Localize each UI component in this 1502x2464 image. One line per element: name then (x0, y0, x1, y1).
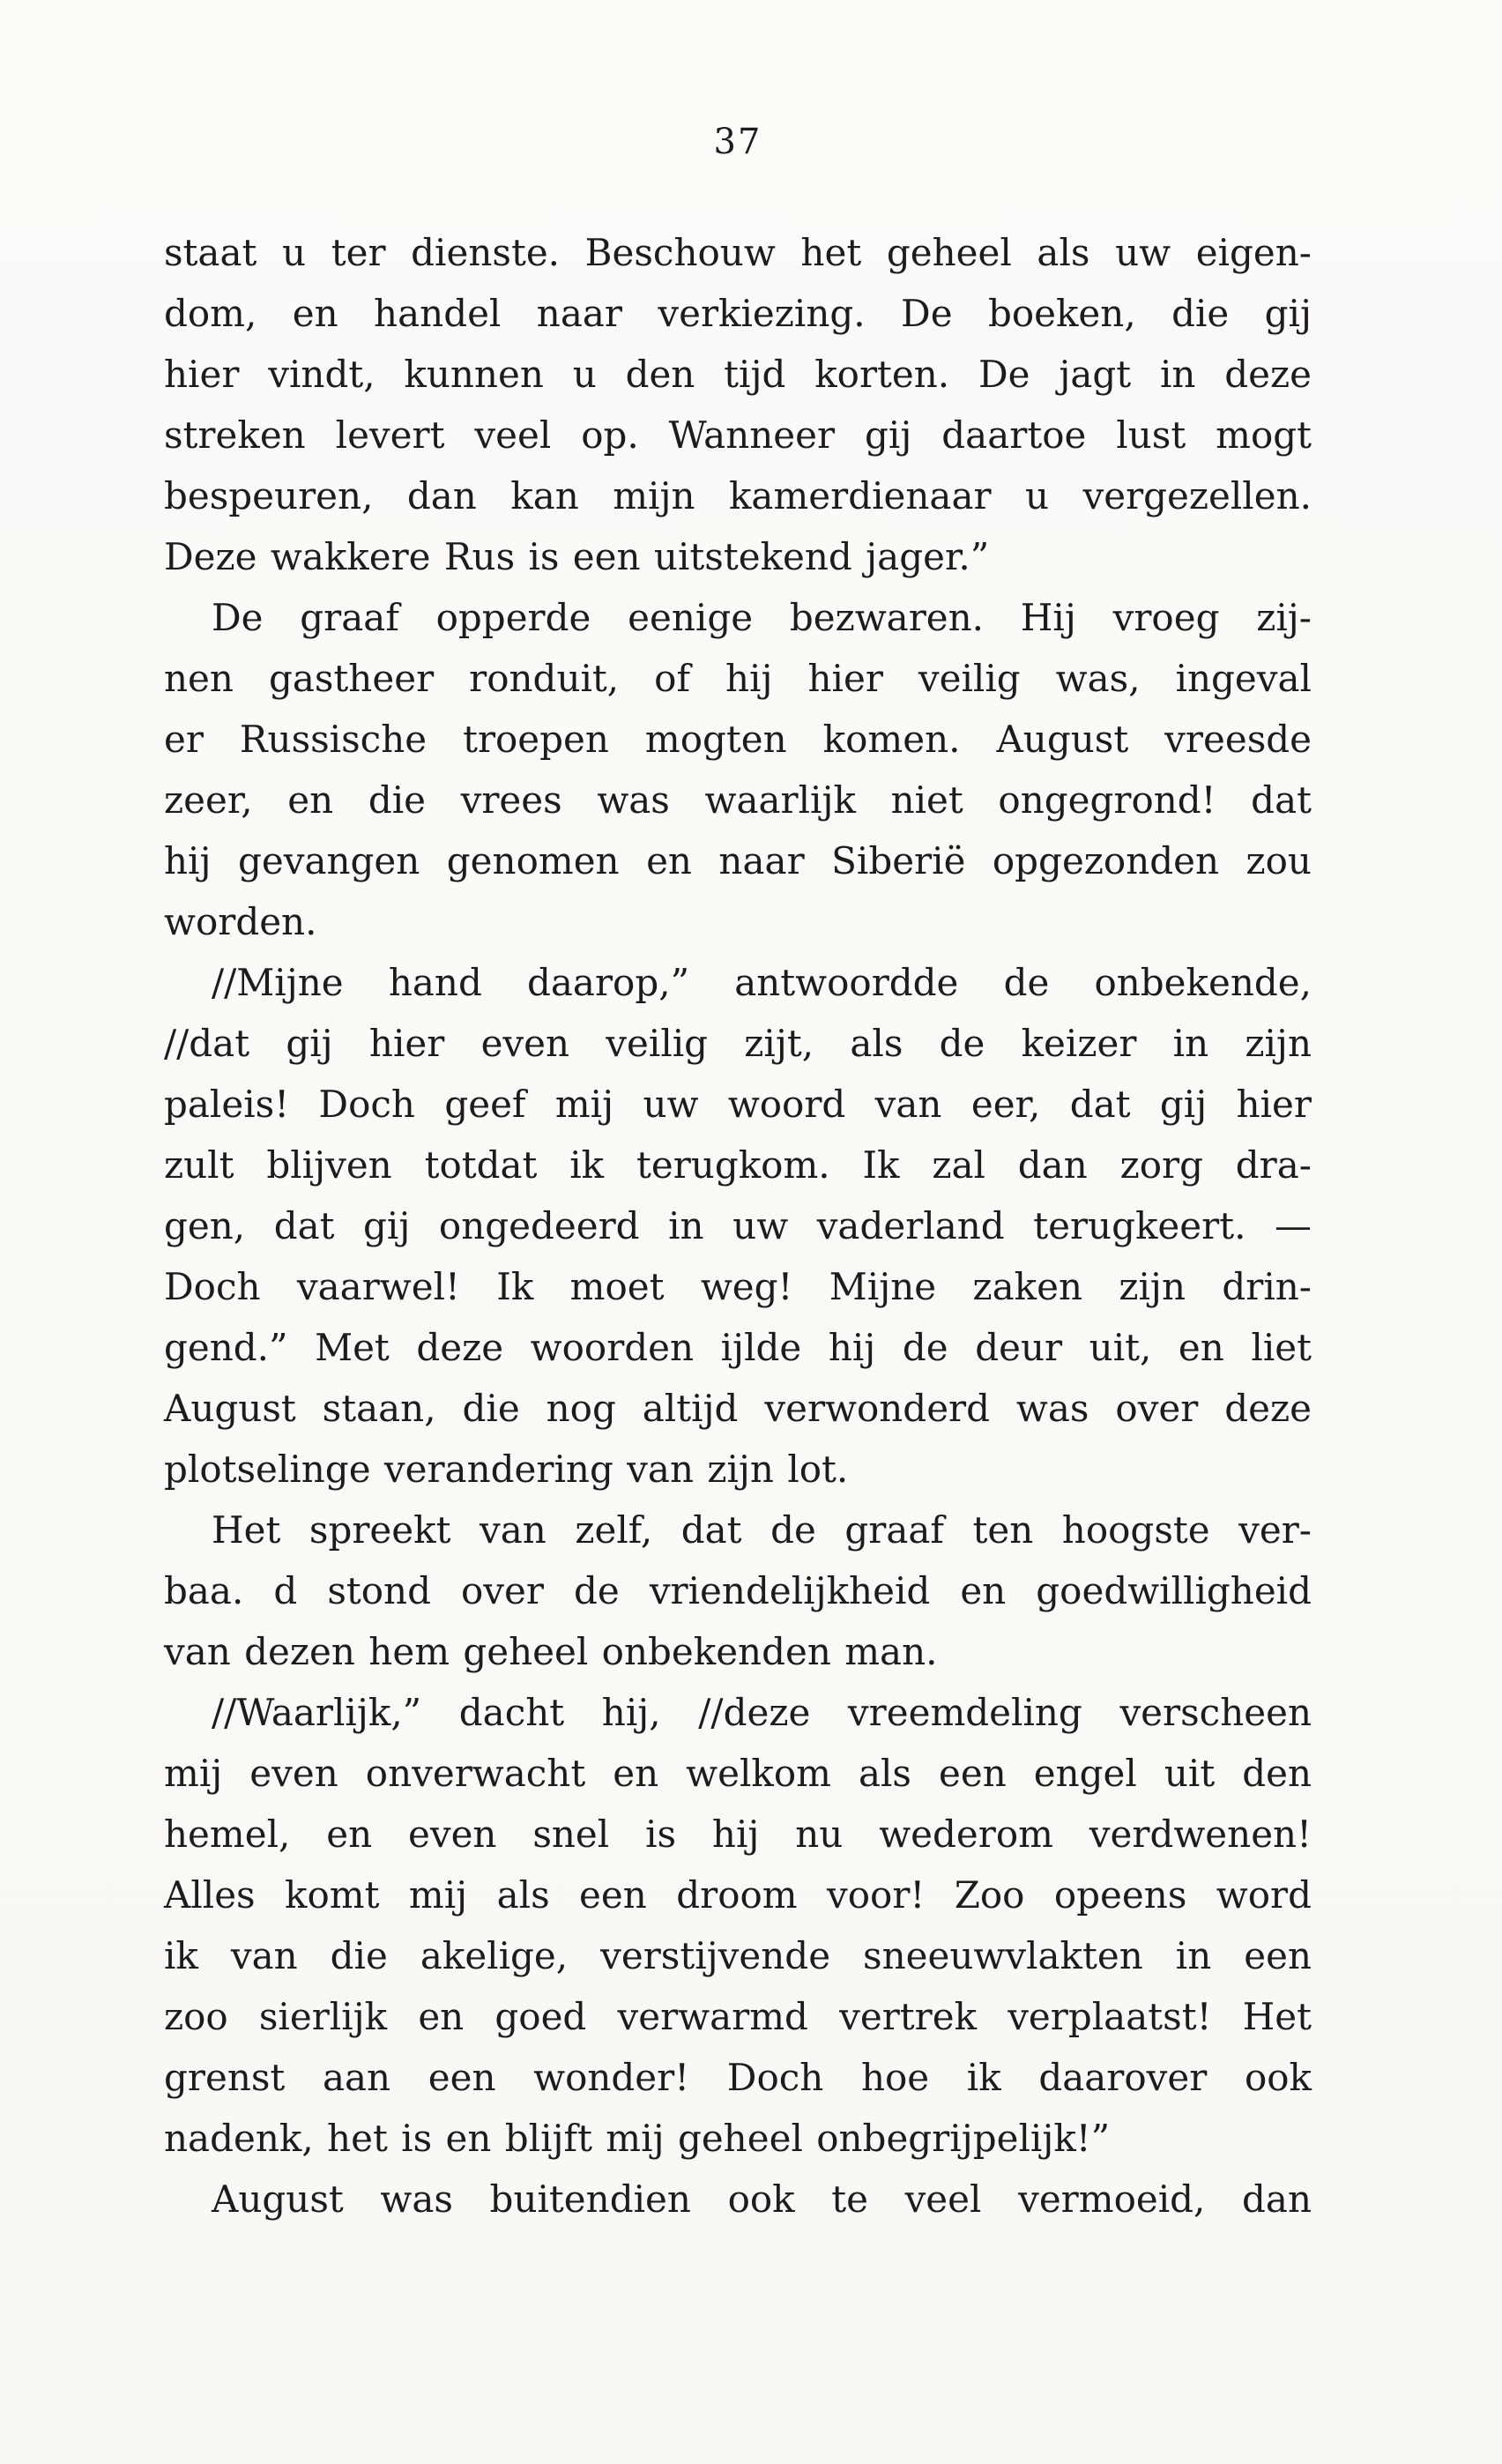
text-line: mij even onverwacht en welkom als een engel uit den (164, 1752, 1312, 1795)
text-line: Het spreekt van zelf, dat de graaf ten hoogste ver- (212, 1508, 1312, 1552)
text-line: paleis! Doch geef mij uw woord van eer, dat gij hier (164, 1083, 1312, 1126)
text-line: hemel, en even snel is hij nu wederom verdwenen! (164, 1813, 1312, 1856)
text-line: Doch vaarwel! Ik moet weg! Mijne zaken zijn drin- (164, 1265, 1312, 1308)
text-line: van dezen hem geheel onbekenden man. (164, 1630, 938, 1673)
text-line: //dat gij hier even veilig zijt, als de keizer in zijn (164, 1022, 1312, 1065)
text-line: De graaf opperde eenige bezwaren. Hij vroeg zij- (212, 596, 1312, 639)
text-line: //Waarlijk,” dacht hij, //deze vreemdeling verscheen (212, 1691, 1312, 1734)
paragraph (164, 952, 1312, 1500)
text-line: ik van die akelige, verstijvende sneeuwvlakten in een (164, 1934, 1312, 1977)
paragraph (164, 222, 1312, 587)
text-line: August staan, die nog altijd verwonderd was over deze (164, 1387, 1312, 1430)
text-line: nen gastheer ronduit, of hij hier veilig was, ingeval (164, 657, 1312, 700)
text-line: streken levert veel op. Wanneer gij daartoe lust mogt (164, 413, 1312, 457)
text-line: Deze wakkere Rus is een uitstekend jager.” (164, 535, 990, 578)
paragraph (164, 1682, 1312, 2169)
text-line: zeer, en die vrees was waarlijk niet ongegrond! dat (164, 778, 1312, 822)
text-line: Alles komt mij als een droom voor! Zoo opeens word (164, 1873, 1312, 1917)
text-line: gend.” Met deze woorden ijlde hij de deur uit, en liet (164, 1326, 1312, 1369)
text-line: //Mijne hand daarop,” antwoordde de onbekende, (212, 961, 1312, 1004)
text-line: zult blijven totdat ik terugkom. Ik zal dan zorg dra- (164, 1143, 1312, 1187)
page-number: 37 (713, 122, 762, 162)
text-line: worden. (164, 900, 317, 943)
text-line: grenst aan een wonder! Doch hoe ik daarover ook (164, 2056, 1312, 2099)
text-line: hier vindt, kunnen u den tijd korten. De jagt in deze (164, 353, 1312, 396)
paragraph (164, 1500, 1312, 1682)
text-line: plotselinge verandering van zijn lot. (164, 1448, 849, 1491)
paragraph (164, 587, 1312, 952)
text-line: zoo sierlijk en goed verwarmd vertrek verplaatst! Het (164, 1995, 1312, 2038)
text-line: baa. d stond over de vriendelijkheid en goedwilligheid (164, 1569, 1312, 1612)
text-block (164, 222, 1312, 2230)
paragraph (164, 2169, 1312, 2230)
text-line: staat u ter dienste. Beschouw het geheel als uw eigen- (164, 231, 1312, 274)
text-line: gen, dat gij ongedeerd in uw vaderland terugkeert. — (164, 1204, 1312, 1247)
text-line: dom, en handel naar verkiezing. De boeken, die gij (164, 292, 1312, 335)
text-line: bespeuren, dan kan mijn kamerdienaar u vergezellen. (164, 474, 1312, 517)
text-line: hij gevangen genomen en naar Siberië opgezonden zou (164, 839, 1312, 882)
text-line: er Russische troepen mogten komen. August vreesde (164, 718, 1312, 761)
text-line: nadenk, het is en blijft mij geheel onbegrijpelijk!” (164, 2117, 1111, 2160)
text-line: August was buitendien ook te veel vermoeid, dan (212, 2177, 1312, 2221)
